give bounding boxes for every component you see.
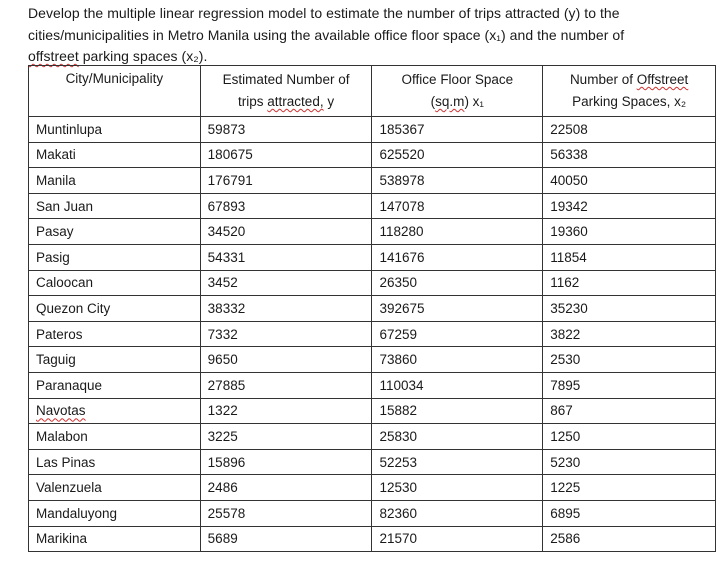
cell-city-text: Pasay bbox=[36, 224, 74, 240]
problem-line-1: Develop the multiple linear regression model to estimate the number of trips attracted (y) to the bbox=[28, 5, 620, 21]
cell-trips-text: 54331 bbox=[207, 249, 246, 265]
cell-parking-text: 7895 bbox=[550, 377, 581, 393]
cell-parking bbox=[543, 449, 716, 475]
cell-city-text: Quezon City bbox=[36, 300, 111, 316]
cell-parking bbox=[543, 398, 716, 424]
table-row bbox=[29, 372, 716, 398]
table-header-row bbox=[29, 66, 716, 117]
cell-trips-text: 38332 bbox=[207, 300, 246, 316]
cell-trips bbox=[200, 449, 372, 475]
table-row bbox=[29, 500, 716, 526]
cell-trips bbox=[200, 270, 372, 296]
header-city bbox=[29, 66, 201, 117]
cell-parking bbox=[543, 168, 716, 194]
cell-trips bbox=[200, 475, 372, 501]
cell-parking bbox=[543, 372, 716, 398]
cell-parking bbox=[543, 526, 716, 552]
spellcheck-word-sqm: sq.m bbox=[435, 94, 465, 109]
header-parking-prefix: Number of bbox=[569, 72, 637, 87]
cell-city bbox=[29, 398, 201, 424]
cell-parking-text: 1225 bbox=[550, 480, 581, 496]
cell-parking bbox=[543, 321, 716, 347]
cell-floor-space-text: 12530 bbox=[379, 480, 418, 496]
cell-city-text: Pateros bbox=[36, 326, 83, 342]
cell-parking-text: 56338 bbox=[550, 147, 588, 163]
problem-line-2: cities/municipalities in Metro Manila using the available office floor space (x₁) and the number of bbox=[28, 26, 625, 43]
table-row bbox=[29, 321, 716, 347]
cell-parking-text: 5230 bbox=[550, 454, 581, 470]
cell-trips-text: 3452 bbox=[207, 275, 238, 291]
cell-trips-text: 1322 bbox=[207, 403, 238, 419]
cell-trips-text: 176791 bbox=[207, 172, 253, 188]
cell-trips bbox=[200, 372, 372, 398]
cell-city bbox=[29, 526, 201, 552]
cell-floor-space-text: 67259 bbox=[379, 326, 418, 342]
cell-floor-space bbox=[372, 296, 543, 322]
cell-trips bbox=[200, 296, 372, 322]
cell-parking-text: 2530 bbox=[550, 352, 581, 368]
table-body bbox=[29, 117, 716, 552]
cell-trips-text: 7332 bbox=[207, 326, 238, 342]
cell-trips bbox=[200, 347, 372, 373]
cell-trips-text: 5689 bbox=[207, 531, 238, 547]
header-floor-line-2 bbox=[372, 91, 542, 113]
cell-parking bbox=[543, 296, 716, 322]
cell-trips-text: 59873 bbox=[207, 121, 246, 137]
cell-parking bbox=[543, 142, 716, 168]
cell-floor-space-text: 25830 bbox=[379, 428, 418, 444]
cell-city-text: Las Pinas bbox=[36, 454, 96, 470]
cell-parking bbox=[543, 244, 716, 270]
cell-floor-space-text: 110034 bbox=[379, 377, 424, 393]
cell-parking-text: 19342 bbox=[550, 198, 588, 214]
cell-city bbox=[29, 372, 201, 398]
cell-city bbox=[29, 244, 201, 270]
header-trips-line-1: Estimated Number of bbox=[222, 72, 350, 87]
cell-floor-space bbox=[372, 424, 543, 450]
header-parking-line-2: Parking Spaces, x₂ bbox=[572, 94, 687, 109]
cell-city bbox=[29, 475, 201, 501]
cell-city-text: San Juan bbox=[36, 198, 94, 214]
cell-parking-text: 3822 bbox=[550, 326, 581, 342]
cell-trips-text: 2486 bbox=[207, 480, 238, 496]
cell-trips-text: 15896 bbox=[207, 454, 246, 470]
cell-city-text: Muntinlupa bbox=[36, 121, 103, 137]
header-trips-suffix: y bbox=[323, 94, 335, 109]
cell-city-text: Marikina bbox=[36, 531, 88, 547]
table-row bbox=[29, 296, 716, 322]
cell-trips bbox=[200, 219, 372, 245]
cell-trips-text: 9650 bbox=[207, 352, 238, 368]
cell-city-text: Pasig bbox=[36, 249, 70, 265]
cell-floor-space bbox=[372, 142, 543, 168]
spellcheck-word-attracted: attracted, bbox=[267, 94, 324, 109]
cell-floor-space-text: 185367 bbox=[379, 121, 425, 137]
table-row bbox=[29, 142, 716, 168]
cell-city bbox=[29, 168, 201, 194]
cell-trips bbox=[200, 168, 372, 194]
table-row bbox=[29, 475, 716, 501]
cell-trips bbox=[200, 500, 372, 526]
cell-floor-space-text: 26350 bbox=[379, 275, 418, 291]
cell-parking bbox=[543, 219, 716, 245]
header-city-label: City/Municipality bbox=[65, 71, 164, 86]
cell-floor-space bbox=[372, 270, 543, 296]
cell-parking-text: 19360 bbox=[550, 224, 588, 240]
cell-parking-text: 40050 bbox=[550, 172, 588, 188]
header-parking-line-1 bbox=[543, 69, 715, 91]
cell-trips-text: 34520 bbox=[207, 224, 246, 240]
cell-trips-text: 3225 bbox=[207, 428, 238, 444]
cell-floor-space bbox=[372, 117, 543, 143]
regression-data-table bbox=[28, 65, 716, 552]
table-row bbox=[29, 526, 716, 552]
cell-city-text: Paranaque bbox=[36, 377, 103, 393]
table-row bbox=[29, 398, 716, 424]
cell-trips bbox=[200, 526, 372, 552]
cell-floor-space bbox=[372, 500, 543, 526]
cell-city-text: Navotas bbox=[36, 403, 86, 419]
cell-city bbox=[29, 424, 201, 450]
cell-parking-text: 22508 bbox=[550, 121, 588, 137]
cell-city bbox=[29, 347, 201, 373]
cell-trips-text: 25578 bbox=[207, 505, 246, 521]
header-floor bbox=[372, 66, 543, 117]
table-row bbox=[29, 270, 716, 296]
cell-city bbox=[29, 117, 201, 143]
spellcheck-word-offstreet-header: Offstreet bbox=[636, 72, 689, 87]
cell-city-text: Malabon bbox=[36, 428, 88, 444]
cell-floor-space bbox=[372, 347, 543, 373]
table-row bbox=[29, 168, 716, 194]
cell-trips bbox=[200, 117, 372, 143]
cell-parking-text: 6895 bbox=[550, 505, 581, 521]
cell-city bbox=[29, 193, 201, 219]
cell-floor-space bbox=[372, 321, 543, 347]
cell-city bbox=[29, 296, 201, 322]
cell-floor-space-text: 147078 bbox=[379, 198, 425, 214]
cell-parking bbox=[543, 475, 716, 501]
cell-parking bbox=[543, 347, 716, 373]
header-trips bbox=[200, 66, 372, 117]
cell-parking-text: 35230 bbox=[550, 300, 588, 316]
cell-trips bbox=[200, 398, 372, 424]
cell-floor-space bbox=[372, 475, 543, 501]
cell-floor-space bbox=[372, 526, 543, 552]
cell-city bbox=[29, 449, 201, 475]
cell-floor-space-text: 73860 bbox=[379, 352, 418, 368]
cell-floor-space-text: 118280 bbox=[379, 224, 424, 240]
cell-city bbox=[29, 500, 201, 526]
cell-parking bbox=[543, 424, 716, 450]
cell-floor-space-text: 392675 bbox=[379, 300, 425, 316]
cell-trips bbox=[200, 321, 372, 347]
cell-floor-space bbox=[372, 372, 543, 398]
cell-parking-text: 867 bbox=[550, 403, 573, 419]
header-floor-suffix: ) x₁ bbox=[464, 94, 484, 109]
header-trips-prefix: trips bbox=[238, 94, 268, 109]
cell-parking-text: 2586 bbox=[550, 531, 581, 547]
table-row bbox=[29, 193, 716, 219]
cell-parking-text: 11854 bbox=[550, 249, 587, 265]
cell-parking bbox=[543, 500, 716, 526]
cell-city-text: Valenzuela bbox=[36, 480, 102, 496]
problem-statement bbox=[28, 3, 708, 68]
table-row bbox=[29, 117, 716, 143]
cell-floor-space-text: 625520 bbox=[379, 147, 425, 163]
table-row bbox=[29, 424, 716, 450]
cell-city bbox=[29, 321, 201, 347]
cell-floor-space-text: 141676 bbox=[379, 249, 425, 265]
cell-parking bbox=[543, 270, 716, 296]
cell-parking-text: 1250 bbox=[550, 428, 581, 444]
cell-city bbox=[29, 142, 201, 168]
cell-floor-space bbox=[372, 244, 543, 270]
cell-city-text: Caloocan bbox=[36, 275, 94, 291]
cell-trips-text: 67893 bbox=[207, 198, 246, 214]
cell-floor-space-text: 15882 bbox=[379, 403, 418, 419]
cell-parking bbox=[543, 117, 716, 143]
table-row bbox=[29, 347, 716, 373]
header-floor-prefix: ( bbox=[430, 94, 436, 109]
cell-city-text: Manila bbox=[36, 172, 76, 188]
header-trips-line-2 bbox=[201, 91, 372, 113]
cell-floor-space bbox=[372, 449, 543, 475]
cell-city-text: Makati bbox=[36, 147, 76, 163]
header-parking bbox=[543, 66, 716, 117]
cell-floor-space-text: 538978 bbox=[379, 172, 425, 188]
cell-floor-space-text: 82360 bbox=[379, 505, 418, 521]
cell-trips bbox=[200, 244, 372, 270]
table-row bbox=[29, 449, 716, 475]
cell-floor-space-text: 21570 bbox=[379, 531, 418, 547]
spellcheck-word-offstreet: offstreet bbox=[28, 48, 79, 64]
cell-floor-space bbox=[372, 219, 543, 245]
cell-trips bbox=[200, 424, 372, 450]
cell-trips-text: 180675 bbox=[207, 147, 253, 163]
table-row bbox=[29, 219, 716, 245]
table-row bbox=[29, 244, 716, 270]
cell-trips bbox=[200, 142, 372, 168]
cell-floor-space bbox=[372, 193, 543, 219]
cell-floor-space bbox=[372, 398, 543, 424]
cell-city-text: Mandaluyong bbox=[36, 505, 118, 521]
cell-floor-space bbox=[372, 168, 543, 194]
cell-city-text: Taguig bbox=[36, 352, 76, 368]
cell-floor-space-text: 52253 bbox=[379, 454, 418, 470]
cell-city bbox=[29, 270, 201, 296]
cell-trips bbox=[200, 193, 372, 219]
problem-line-3-rest: parking spaces (x₂). bbox=[78, 48, 208, 64]
cell-trips-text: 27885 bbox=[207, 377, 246, 393]
cell-parking bbox=[543, 193, 716, 219]
header-floor-line-1: Office Floor Space bbox=[401, 72, 514, 87]
cell-parking-text: 1162 bbox=[550, 275, 580, 291]
cell-city bbox=[29, 219, 201, 245]
